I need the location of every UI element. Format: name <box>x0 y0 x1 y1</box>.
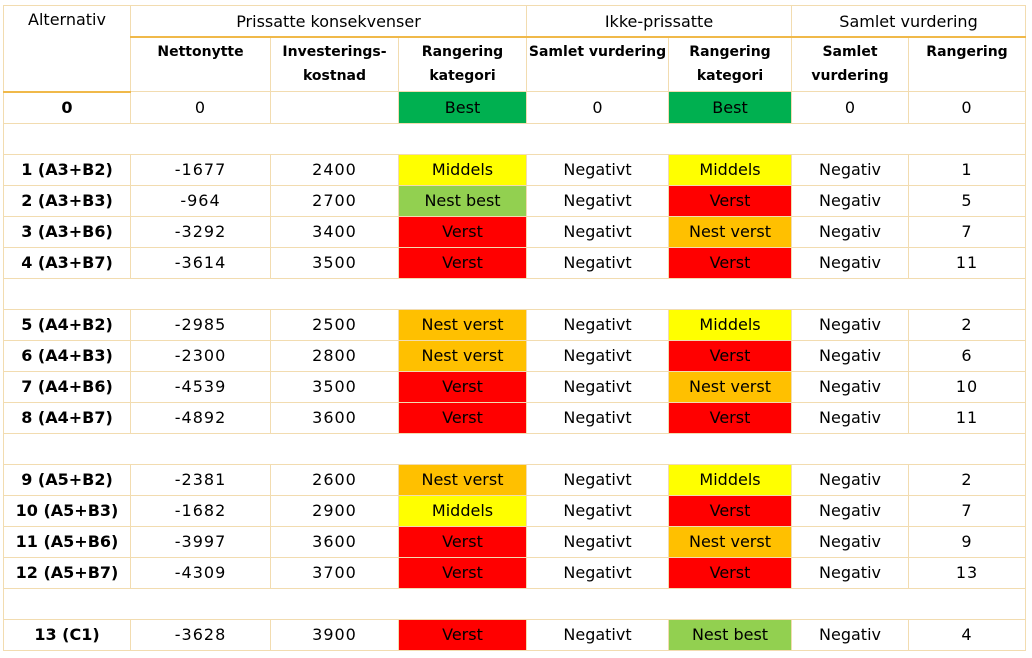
table-row <box>4 340 1026 371</box>
samlet-vurdering-cell: Negativt <box>527 309 669 340</box>
table-row <box>4 92 1026 124</box>
samlet-vurdering-total-cell: Negativ <box>792 619 909 650</box>
alternativ-cell: 12 (A5+B7) <box>4 557 131 588</box>
table-row <box>4 371 1026 402</box>
rangering-cell: 7 <box>909 216 1026 247</box>
nettonytte-cell: -2985 <box>131 309 271 340</box>
table-row <box>4 495 1026 526</box>
samlet-vurdering-total-cell: Negativ <box>792 402 909 433</box>
investeringskostnad-cell: 2800 <box>271 340 399 371</box>
samlet-vurdering-cell: Negativt <box>527 619 669 650</box>
nettonytte-cell: -3997 <box>131 526 271 557</box>
header-row-columns <box>4 37 1026 92</box>
table-body <box>4 92 1026 651</box>
header-samlet-vurdering: Samlet vurdering <box>527 37 669 92</box>
alternativ-cell: 11 (A5+B6) <box>4 526 131 557</box>
nettonytte-cell: -3614 <box>131 247 271 278</box>
header-nettonytte: Nettonytte <box>131 37 271 92</box>
samlet-vurdering-total-cell: Negativ <box>792 340 909 371</box>
rangering-kategori-cell: Verst <box>399 371 527 402</box>
investeringskostnad-cell: 2700 <box>271 185 399 216</box>
samlet-vurdering-total-cell: Negativ <box>792 247 909 278</box>
samlet-vurdering-total-cell: 0 <box>792 92 909 124</box>
alternativ-cell: 4 (A3+B7) <box>4 247 131 278</box>
rangering-kategori-ikke-cell: Verst <box>669 402 792 433</box>
rangering-kategori-ikke-cell: Nest best <box>669 619 792 650</box>
alternativ-cell: 3 (A3+B6) <box>4 216 131 247</box>
rangering-kategori-cell: Nest verst <box>399 309 527 340</box>
spacer-cell <box>4 588 1026 619</box>
spacer-row <box>4 433 1026 464</box>
header-rangering: Rangering <box>909 37 1026 92</box>
samlet-vurdering-cell: Negativt <box>527 526 669 557</box>
header-samlet-vurdering-total: Samlet vurdering <box>792 37 909 92</box>
alternativ-cell: 2 (A3+B3) <box>4 185 131 216</box>
alternativ-cell: 13 (C1) <box>4 619 131 650</box>
spacer-row <box>4 123 1026 154</box>
rangering-kategori-ikke-cell: Middels <box>669 309 792 340</box>
rangering-cell: 7 <box>909 495 1026 526</box>
alternativ-cell: 8 (A4+B7) <box>4 402 131 433</box>
rangering-kategori-cell: Verst <box>399 619 527 650</box>
spacer-row <box>4 588 1026 619</box>
samlet-vurdering-total-cell: Negativ <box>792 309 909 340</box>
spacer-cell <box>4 278 1026 309</box>
investeringskostnad-cell: 3500 <box>271 371 399 402</box>
samlet-vurdering-cell: 0 <box>527 92 669 124</box>
nettonytte-cell: -964 <box>131 185 271 216</box>
samlet-vurdering-cell: Negativt <box>527 185 669 216</box>
samlet-vurdering-total-cell: Negativ <box>792 185 909 216</box>
alternativ-cell: 6 (A4+B3) <box>4 340 131 371</box>
samlet-vurdering-cell: Negativt <box>527 464 669 495</box>
rangering-kategori-ikke-cell: Verst <box>669 495 792 526</box>
header-rangering-kategori: Rangering kategori <box>399 37 527 92</box>
rangering-kategori-ikke-cell: Nest verst <box>669 371 792 402</box>
spacer-cell <box>4 123 1026 154</box>
alternativ-cell: 0 <box>4 92 131 124</box>
investeringskostnad-cell: 2900 <box>271 495 399 526</box>
rangering-kategori-ikke-cell: Verst <box>669 557 792 588</box>
samlet-vurdering-total-cell: Negativ <box>792 154 909 185</box>
nettonytte-cell: -4309 <box>131 557 271 588</box>
nettonytte-cell: -4892 <box>131 402 271 433</box>
samlet-vurdering-cell: Negativt <box>527 402 669 433</box>
samlet-vurdering-total-cell: Negativ <box>792 371 909 402</box>
table-row <box>4 619 1026 650</box>
rangering-kategori-ikke-cell: Verst <box>669 247 792 278</box>
rangering-cell: 11 <box>909 247 1026 278</box>
investeringskostnad-cell: 3400 <box>271 216 399 247</box>
samlet-vurdering-total-cell: Negativ <box>792 216 909 247</box>
rangering-cell: 11 <box>909 402 1026 433</box>
table-row <box>4 154 1026 185</box>
nettonytte-cell: -3292 <box>131 216 271 247</box>
rangering-cell: 2 <box>909 309 1026 340</box>
header-samlet: Samlet vurdering <box>792 6 1026 38</box>
investeringskostnad-cell: 3600 <box>271 526 399 557</box>
rangering-cell: 4 <box>909 619 1026 650</box>
samlet-vurdering-cell: Negativt <box>527 216 669 247</box>
nettonytte-cell: 0 <box>131 92 271 124</box>
alternativ-cell: 10 (A5+B3) <box>4 495 131 526</box>
samlet-vurdering-total-cell: Negativ <box>792 464 909 495</box>
table-row <box>4 402 1026 433</box>
table-row <box>4 557 1026 588</box>
header-row-groups <box>4 6 1026 38</box>
alternativ-cell: 5 (A4+B2) <box>4 309 131 340</box>
rangering-kategori-cell: Verst <box>399 247 527 278</box>
rangering-kategori-ikke-cell: Verst <box>669 340 792 371</box>
table-row <box>4 526 1026 557</box>
samlet-vurdering-cell: Negativt <box>527 340 669 371</box>
rangering-kategori-cell: Nest verst <box>399 340 527 371</box>
investeringskostnad-cell <box>271 92 399 124</box>
table-row <box>4 464 1026 495</box>
rangering-kategori-cell: Middels <box>399 154 527 185</box>
ranking-table <box>3 5 1026 651</box>
investeringskostnad-cell: 3700 <box>271 557 399 588</box>
spacer-cell <box>4 433 1026 464</box>
investeringskostnad-cell: 3600 <box>271 402 399 433</box>
rangering-kategori-cell: Verst <box>399 402 527 433</box>
rangering-kategori-ikke-cell: Best <box>669 92 792 124</box>
nettonytte-cell: -2300 <box>131 340 271 371</box>
rangering-kategori-ikke-cell: Nest verst <box>669 526 792 557</box>
header-rangering-kategori-ikke: Rangering kategori <box>669 37 792 92</box>
samlet-vurdering-cell: Negativt <box>527 247 669 278</box>
nettonytte-cell: -3628 <box>131 619 271 650</box>
table-row <box>4 309 1026 340</box>
rangering-kategori-ikke-cell: Middels <box>669 464 792 495</box>
investeringskostnad-cell: 3500 <box>271 247 399 278</box>
investeringskostnad-cell: 2600 <box>271 464 399 495</box>
samlet-vurdering-total-cell: Negativ <box>792 557 909 588</box>
rangering-cell: 2 <box>909 464 1026 495</box>
header-investeringskostnad: Investerings-kostnad <box>271 37 399 92</box>
samlet-vurdering-cell: Negativt <box>527 557 669 588</box>
alternativ-cell: 1 (A3+B2) <box>4 154 131 185</box>
table-row <box>4 247 1026 278</box>
rangering-cell: 6 <box>909 340 1026 371</box>
samlet-vurdering-cell: Negativt <box>527 371 669 402</box>
investeringskostnad-cell: 3900 <box>271 619 399 650</box>
rangering-kategori-cell: Verst <box>399 557 527 588</box>
rangering-cell: 1 <box>909 154 1026 185</box>
samlet-vurdering-cell: Negativt <box>527 495 669 526</box>
rangering-kategori-ikke-cell: Middels <box>669 154 792 185</box>
rangering-cell: 0 <box>909 92 1026 124</box>
rangering-cell: 5 <box>909 185 1026 216</box>
header-ikke-prissatte: Ikke-prissatte <box>527 6 792 38</box>
rangering-kategori-ikke-cell: Nest verst <box>669 216 792 247</box>
header-prissatte: Prissatte konsekvenser <box>131 6 527 38</box>
rangering-cell: 9 <box>909 526 1026 557</box>
samlet-vurdering-total-cell: Negativ <box>792 495 909 526</box>
alternativ-cell: 7 (A4+B6) <box>4 371 131 402</box>
spacer-row <box>4 278 1026 309</box>
rangering-kategori-cell: Verst <box>399 216 527 247</box>
samlet-vurdering-cell: Negativt <box>527 154 669 185</box>
rangering-kategori-cell: Nest verst <box>399 464 527 495</box>
rangering-cell: 10 <box>909 371 1026 402</box>
investeringskostnad-cell: 2400 <box>271 154 399 185</box>
samlet-vurdering-total-cell: Negativ <box>792 526 909 557</box>
nettonytte-cell: -1677 <box>131 154 271 185</box>
nettonytte-cell: -2381 <box>131 464 271 495</box>
rangering-kategori-cell: Middels <box>399 495 527 526</box>
alternativ-cell: 9 (A5+B2) <box>4 464 131 495</box>
rangering-kategori-cell: Verst <box>399 526 527 557</box>
table-row <box>4 216 1026 247</box>
nettonytte-cell: -1682 <box>131 495 271 526</box>
rangering-kategori-ikke-cell: Verst <box>669 185 792 216</box>
investeringskostnad-cell: 2500 <box>271 309 399 340</box>
nettonytte-cell: -4539 <box>131 371 271 402</box>
header-alternativ: Alternativ <box>4 6 131 92</box>
table-row <box>4 185 1026 216</box>
rangering-kategori-cell: Nest best <box>399 185 527 216</box>
rangering-kategori-cell: Best <box>399 92 527 124</box>
rangering-cell: 13 <box>909 557 1026 588</box>
